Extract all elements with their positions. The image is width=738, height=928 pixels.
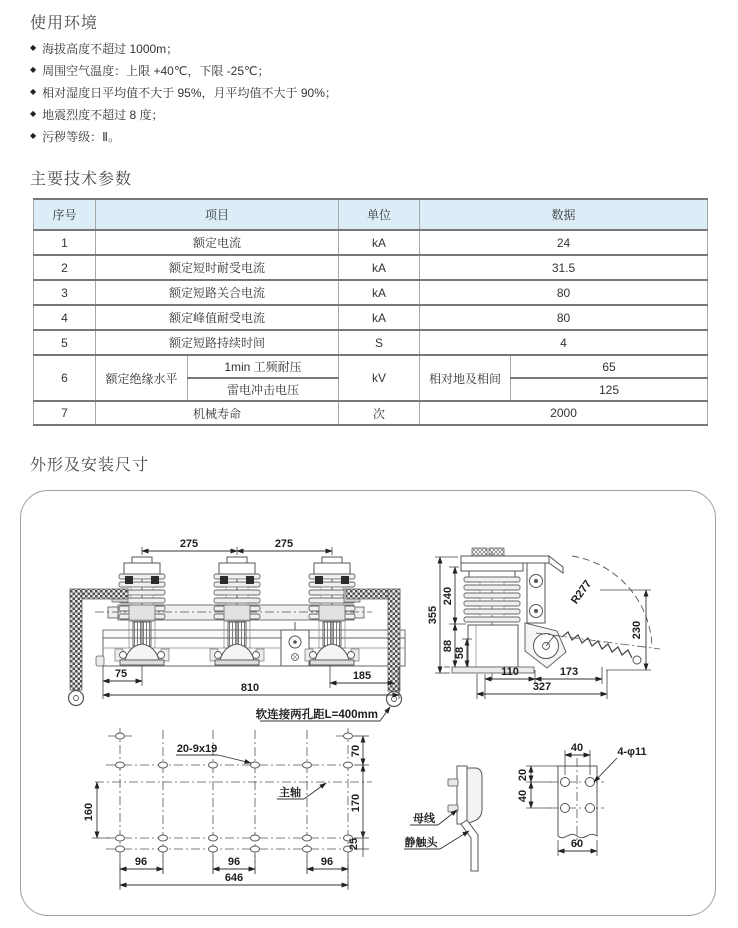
cell-unit: kA (339, 255, 420, 280)
cell-subitem: 雷电冲击电压 (188, 378, 339, 401)
cell-value: 24 (420, 230, 708, 255)
dimension-drawing (20, 490, 718, 918)
diamond-bullet-icon: ◆ (30, 65, 37, 74)
cell-no: 5 (34, 330, 96, 355)
table-row-6a (34, 355, 708, 378)
dim-275-right: 275 (274, 538, 294, 550)
contact-detail (404, 766, 482, 871)
header-unit: 单位 (339, 199, 420, 230)
cell-unit: kA (339, 230, 420, 255)
cell-item: 额定短时耐受电流 (96, 255, 339, 280)
diamond-bullet-icon: ◆ (30, 131, 37, 140)
dim-810: 810 (240, 682, 260, 694)
table-row (34, 401, 708, 425)
drawing-panel (20, 490, 716, 916)
dim-60: 60 (570, 838, 584, 850)
cell-value: 2000 (420, 401, 708, 425)
cell-subitem: 1min 工频耐压 (188, 355, 339, 378)
dim-170: 170 (350, 793, 362, 813)
cell-no: 1 (34, 230, 96, 255)
dim-40-left: 40 (517, 789, 529, 803)
params-section-title: 主要技术参数 (30, 171, 133, 188)
table-row (34, 305, 708, 330)
cell-no: 6 (34, 355, 96, 401)
dim-r277: R277 (568, 578, 595, 607)
cell-value: 4 (420, 330, 708, 355)
cell-no: 4 (34, 305, 96, 330)
plate-detail (517, 742, 647, 856)
cell-no: 2 (34, 255, 96, 280)
dim-40-top: 40 (570, 742, 584, 754)
cell-item: 机械寿命 (96, 401, 339, 425)
header-item: 项目 (96, 199, 339, 230)
dim-88: 88 (442, 639, 454, 653)
dim-160: 160 (83, 802, 95, 822)
technical-parameters-table (33, 198, 708, 426)
table-row (34, 330, 708, 355)
usage-bullet-text: 周围空气温度：上限 +40℃，下限 -25℃； (42, 63, 270, 78)
side-view (427, 548, 660, 699)
dim-110: 110 (501, 666, 519, 678)
cell-unit: kV (339, 355, 420, 401)
spring (562, 632, 632, 658)
usage-bullet-text: 污秽等级：Ⅱ。 (42, 129, 121, 144)
cell-item: 额定电流 (96, 230, 339, 255)
cell-item: 额定峰值耐受电流 (96, 305, 339, 330)
cell-unit: kA (339, 305, 420, 330)
hole-callout-plate: 4-φ11 (617, 746, 647, 758)
cell-value: 80 (420, 305, 708, 330)
diamond-bullet-icon: ◆ (30, 87, 37, 96)
table-row (34, 230, 708, 255)
table-row (34, 255, 708, 280)
cell-no: 7 (34, 401, 96, 425)
usage-bullet (30, 103, 337, 125)
cell-condition: 相对地及相间 (420, 355, 511, 401)
usage-bullet-text: 海拔高度不超过 1000m； (42, 41, 179, 56)
cell-unit: kA (339, 280, 420, 305)
cell-value: 31.5 (420, 255, 708, 280)
cell-item: 额定短路持续时间 (96, 330, 339, 355)
header-no: 序号 (34, 199, 96, 230)
hole-callout: 20-9x19 (176, 743, 218, 755)
usage-bullet-text: 地震烈度不超过 8 度； (42, 107, 164, 122)
table-header-row (34, 199, 708, 230)
cell-value: 80 (420, 280, 708, 305)
usage-bullet-list (30, 37, 337, 147)
header-data: 数据 (420, 199, 708, 230)
main-shaft-label: 主轴 (279, 787, 301, 799)
dim-240: 240 (442, 586, 454, 606)
dim-96-3: 96 (320, 856, 334, 868)
usage-section-title: 使用环境 (30, 15, 99, 32)
cell-item: 额定绝缘水平 (96, 355, 188, 401)
dim-96-1: 96 (134, 856, 148, 868)
dim-275-left: 275 (179, 538, 199, 550)
cell-item: 额定短路关合电流 (96, 280, 339, 305)
dim-75: 75 (114, 668, 128, 680)
diamond-bullet-icon: ◆ (30, 43, 37, 52)
dim-25: 25 (348, 837, 360, 851)
dim-185: 185 (352, 670, 372, 682)
busbar-label: 母线 (413, 813, 435, 825)
diamond-bullet-icon: ◆ (30, 109, 37, 118)
cell-value: 125 (511, 378, 708, 401)
cell-unit: 次 (339, 401, 420, 425)
cell-no: 3 (34, 280, 96, 305)
dim-96-2: 96 (227, 856, 241, 868)
dim-327: 327 (532, 681, 552, 693)
mounting-holes (116, 733, 353, 852)
dim-58: 58 (454, 646, 466, 660)
cell-value: 65 (511, 355, 708, 378)
table-row (34, 280, 708, 305)
cell-unit: S (339, 330, 420, 355)
usage-bullet-text: 相对湿度日平均值不大于 95%，月平均值不大于 90%； (42, 85, 337, 100)
flex-link-note: 软连接两孔距L=400mm (255, 709, 378, 721)
usage-bullet (30, 125, 337, 147)
dim-355: 355 (427, 605, 439, 625)
plan-view (83, 728, 372, 890)
usage-bullet (30, 59, 337, 81)
front-view (69, 538, 406, 721)
usage-bullet (30, 37, 337, 59)
outline-section-title: 外形及安装尺寸 (30, 457, 150, 474)
static-contact-label: 静触头 (404, 837, 438, 849)
dim-646: 646 (224, 872, 244, 884)
dim-70: 70 (350, 744, 362, 758)
usage-bullet (30, 81, 337, 103)
dim-20: 20 (517, 768, 529, 782)
dim-173: 173 (559, 666, 579, 678)
dim-230: 230 (631, 620, 643, 640)
